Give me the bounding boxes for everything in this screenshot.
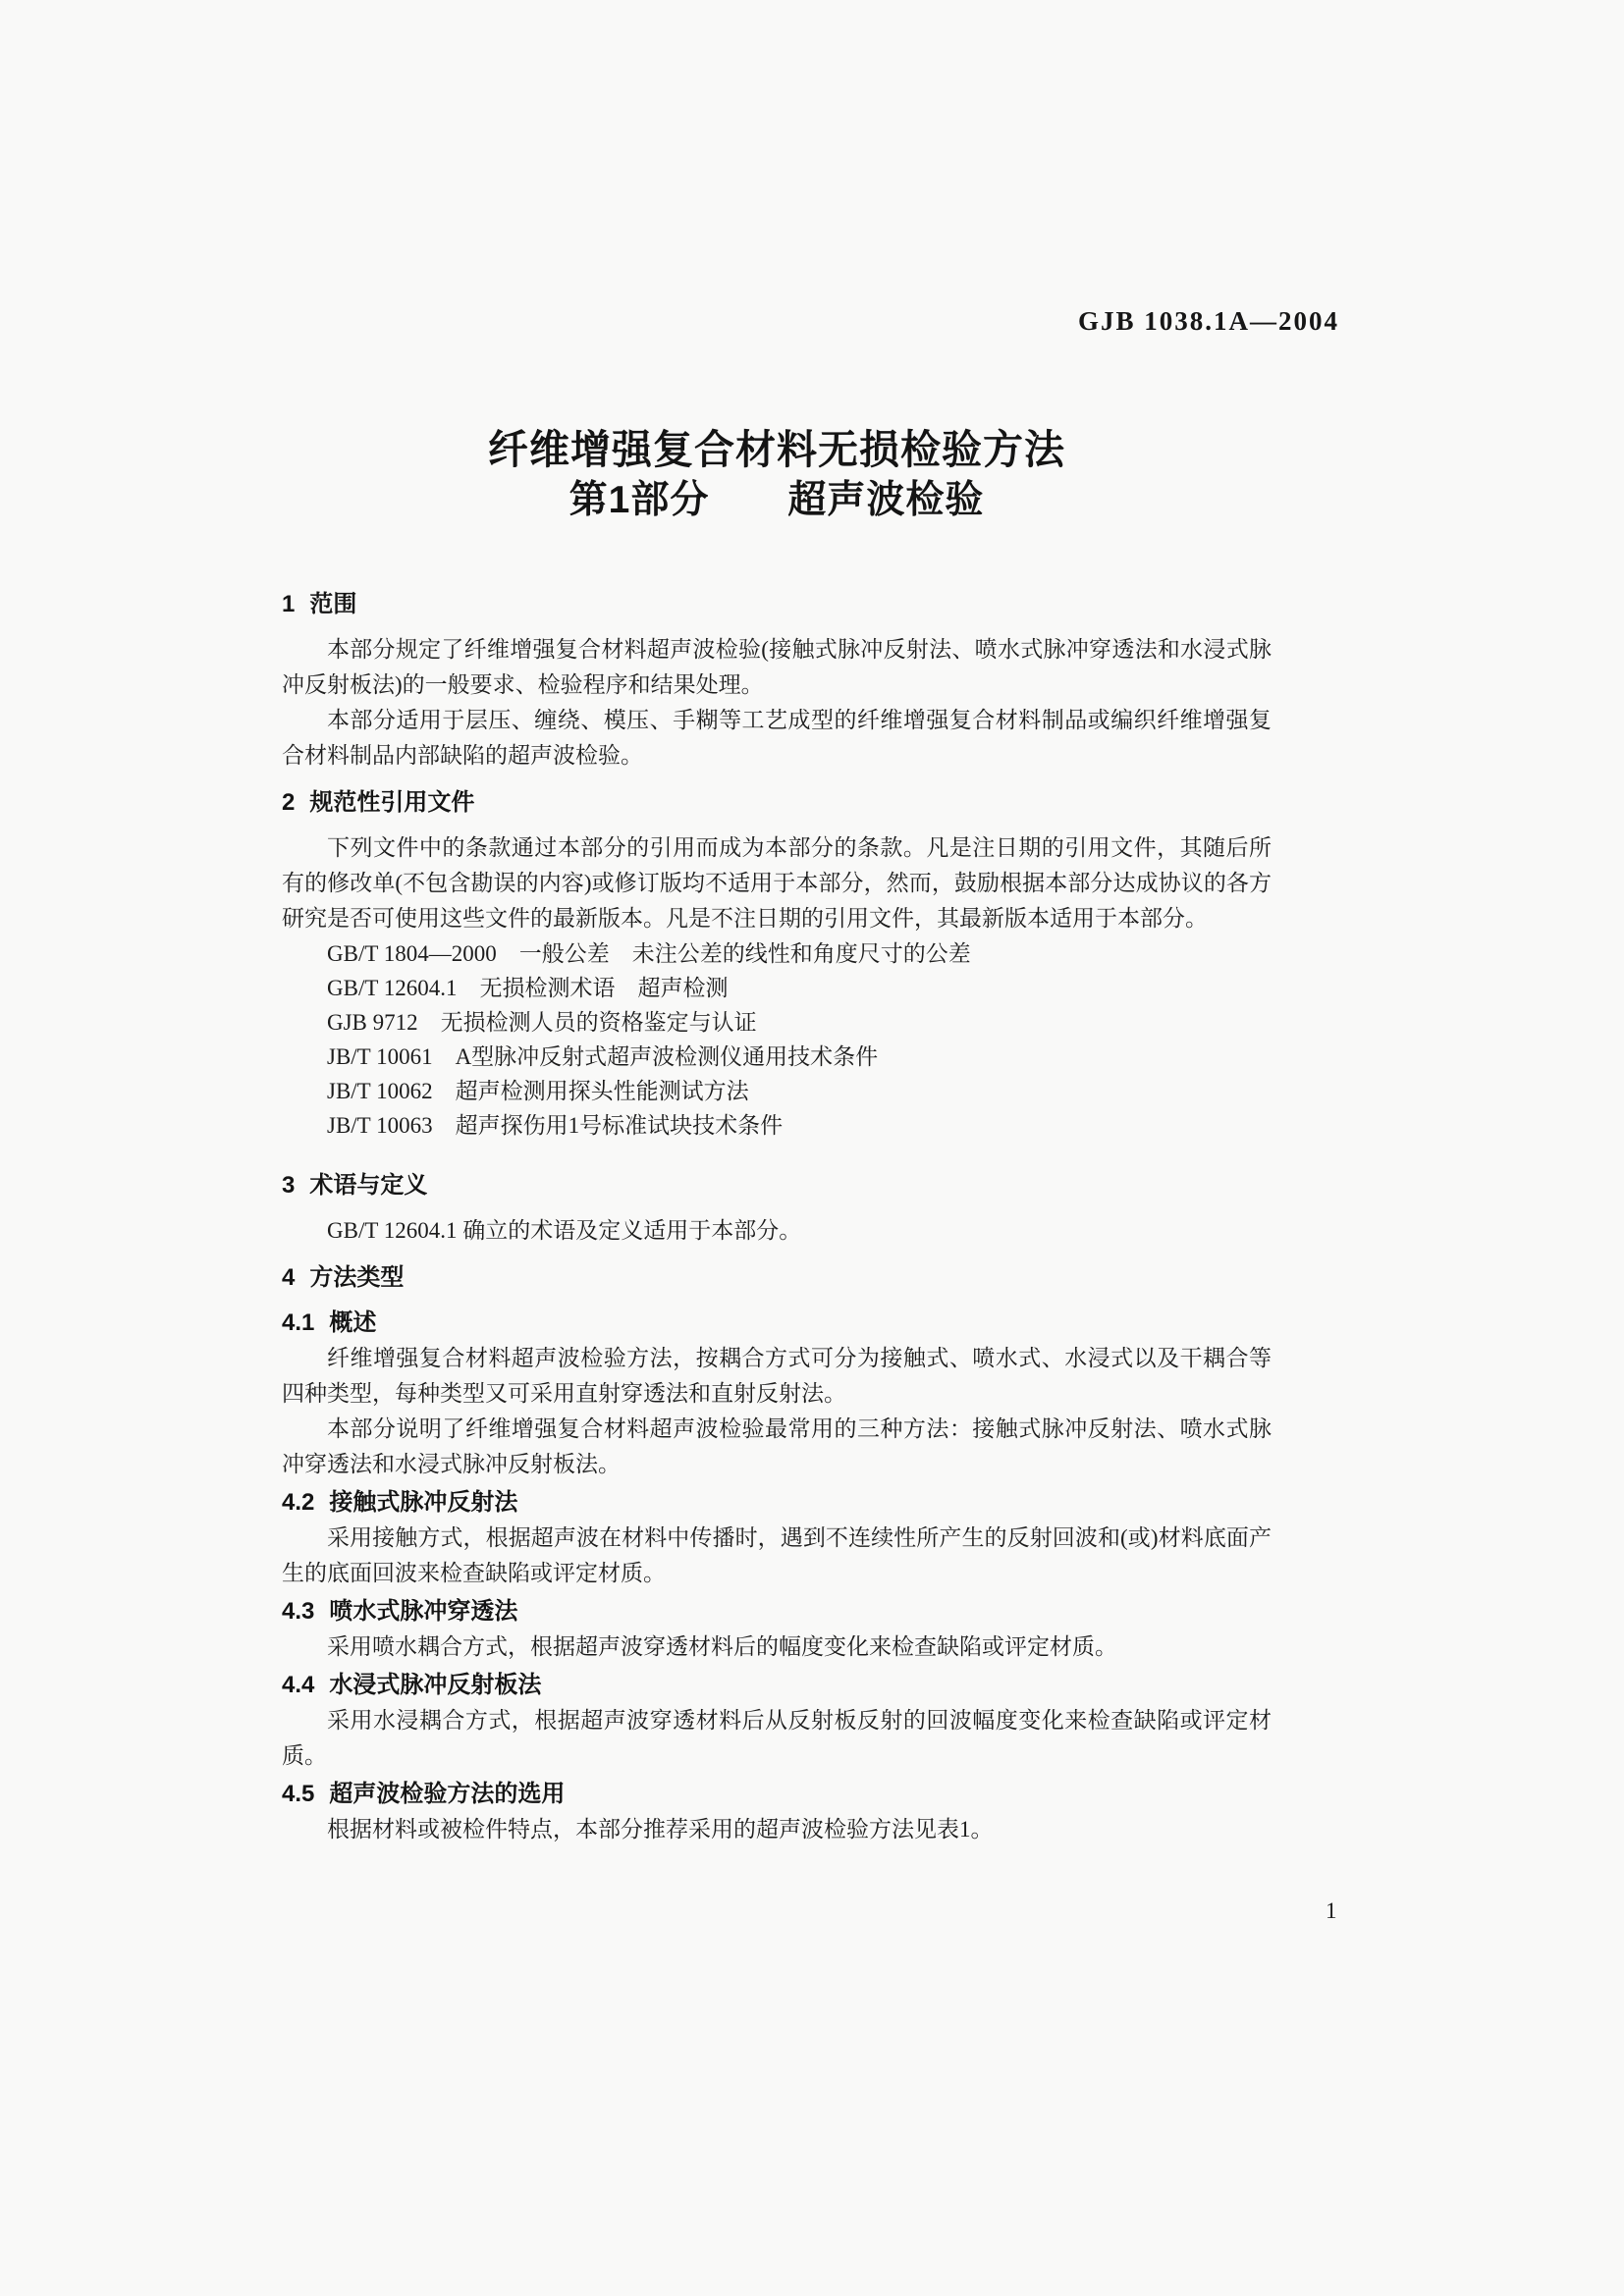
- subsection-title: 喷水式脉冲穿透法: [329, 1598, 518, 1625]
- paragraph: 采用水浸耦合方式，根据超声波穿透材料后从反射板反射的回波幅度变化来检查缺陷或评定材质。: [282, 1708, 1272, 1768]
- subsection-4-2-heading: [282, 1485, 1272, 1521]
- document-body: [282, 587, 1272, 1847]
- doc-title-line2: 第1部分 超声波检验: [568, 479, 985, 521]
- section-1-heading: [282, 587, 1272, 622]
- section-title: 规范性引用文件: [309, 789, 475, 816]
- doc-title-line1: 纤维增强复合材料无损检验方法: [488, 427, 1065, 472]
- subsection-title: 概述: [329, 1309, 377, 1336]
- paragraph: 采用接触方式，根据超声波在材料中传播时，遇到不连续性所产生的反射回波和(或)材料底面产生的底面回波来检查缺陷或评定材质。: [282, 1525, 1272, 1585]
- subsection-4-1-heading: [282, 1306, 1272, 1341]
- reference-item: GJB 9712 无损检测人员的资格鉴定与认证: [327, 1010, 757, 1035]
- reference-item: JB/T 10061 A型脉冲反射式超声波检测仪通用技术条件: [327, 1044, 879, 1069]
- paragraph: 本部分适用于层压、缠绕、模压、手糊等工艺成型的纤维增强复合材料制品或编织纤维增强复合材料制品内部缺陷的超声波检验。: [282, 708, 1272, 768]
- subsection-title: 水浸式脉冲反射板法: [329, 1672, 542, 1698]
- reference-item: JB/T 10063 超声探伤用1号标准试块技术条件: [327, 1113, 784, 1138]
- paragraph: 根据材料或被检件特点，本部分推荐采用的超声波检验方法见表1。: [327, 1817, 994, 1842]
- subsection-4-4-heading: [282, 1668, 1272, 1703]
- section-3-heading: [282, 1168, 1272, 1203]
- subsection-number: 4.3: [282, 1598, 315, 1625]
- subsection-title: 超声波检验方法的选用: [329, 1781, 566, 1807]
- subsection-4-5-heading: [282, 1777, 1272, 1812]
- reference-item: GB/T 1804—2000 一般公差 未注公差的线性和角度尺寸的公差: [327, 941, 971, 966]
- paragraph: 纤维增强复合材料超声波检验方法，按耦合方式可分为接触式、喷水式、水浸式以及干耦合等四种类型，每种类型又可采用直射穿透法和直射反射法。: [282, 1346, 1272, 1406]
- section-title: 方法类型: [309, 1264, 405, 1291]
- section-number: 2: [282, 789, 296, 816]
- section-2-heading: [282, 785, 1272, 821]
- page-number: 1: [1326, 1898, 1337, 1923]
- reference-item: JB/T 10062 超声检测用探头性能测试方法: [327, 1079, 749, 1103]
- subsection-number: 4.1: [282, 1309, 315, 1336]
- section-number: 4: [282, 1264, 296, 1291]
- paragraph: GB/T 12604.1 确立的术语及定义适用于本部分。: [327, 1218, 802, 1243]
- paragraph: 下列文件中的条款通过本部分的引用而成为本部分的条款。凡是注日期的引用文件，其随后所有的修改单(不包含勘误的内容)或修订版均不适用于本部分，然而，鼓励根据本部分达成协议的各方研究是否可使用这些文件的最新版本。凡是不注日期的引用文件，其最新版本适用于本部分。: [282, 835, 1272, 931]
- section-4-heading: [282, 1260, 1272, 1296]
- subsection-number: 4.5: [282, 1781, 315, 1807]
- subsection-number: 4.2: [282, 1489, 315, 1516]
- section-number: 1: [282, 591, 296, 617]
- section-title: 范围: [309, 591, 357, 617]
- reference-item: GB/T 12604.1 无损检测术语 超声检测: [327, 976, 729, 1000]
- section-number: 3: [282, 1172, 296, 1199]
- paragraph: 本部分规定了纤维增强复合材料超声波检验(接触式脉冲反射法、喷水式脉冲穿透法和水浸式脉冲反射板法)的一般要求、检验程序和结果处理。: [282, 637, 1272, 697]
- subsection-title: 接触式脉冲反射法: [329, 1489, 518, 1516]
- paragraph: 采用喷水耦合方式，根据超声波穿透材料后的幅度变化来检查缺陷或评定材质。: [327, 1634, 1117, 1659]
- doc-title: [282, 426, 1272, 523]
- subsection-4-3-heading: [282, 1594, 1272, 1629]
- paragraph: 本部分说明了纤维增强复合材料超声波检验最常用的三种方法：接触式脉冲反射法、喷水式脉冲穿透法和水浸式脉冲反射板法。: [282, 1416, 1272, 1476]
- subsection-number: 4.4: [282, 1672, 315, 1698]
- doc-number: GJB 1038.1A—2004: [1077, 306, 1339, 336]
- section-title: 术语与定义: [309, 1172, 428, 1199]
